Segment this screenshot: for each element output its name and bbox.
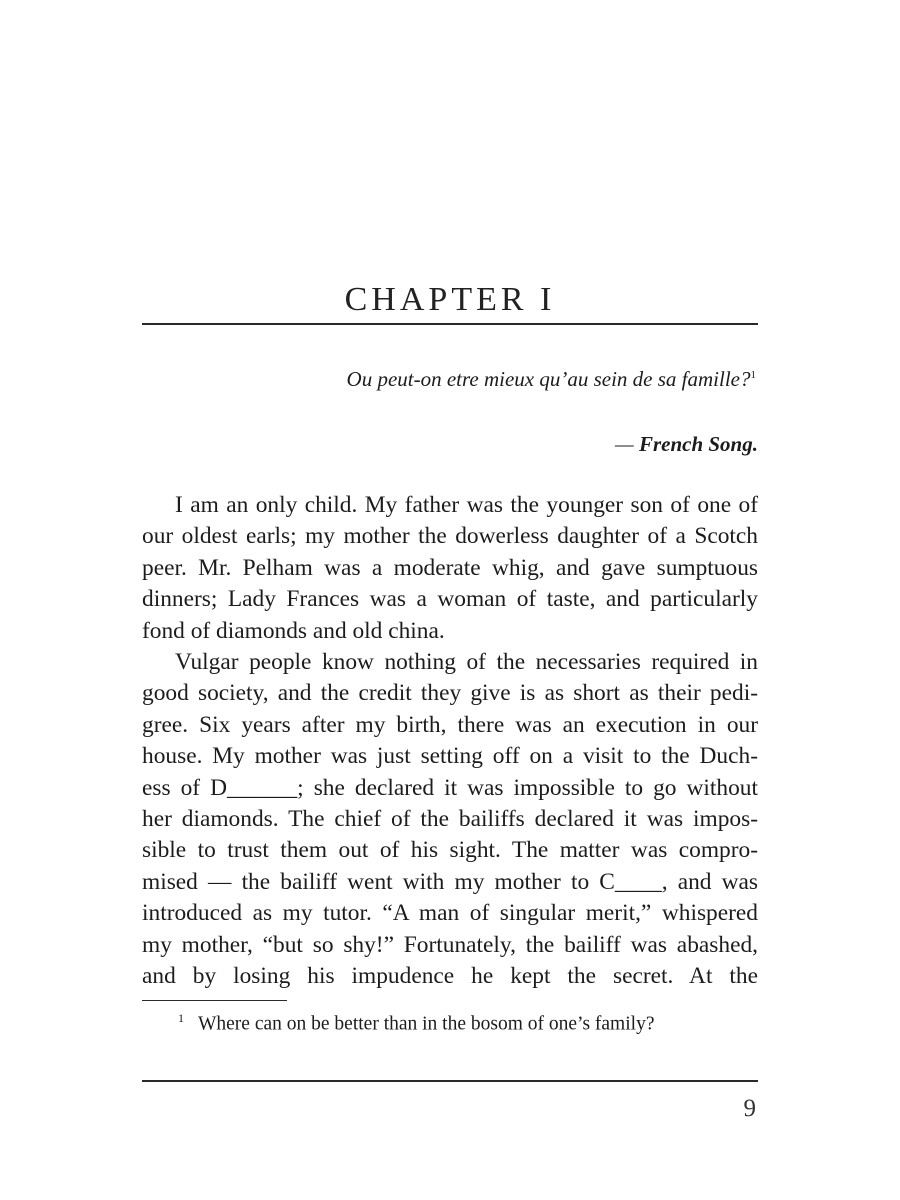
text-line: dinners; Lady Frances was a woman of taste, and particularly [142,586,758,613]
attribution-dash: — [615,432,634,456]
footnote-rule [142,1000,287,1001]
text-line: house. My mother was just setting off on a visit to the Duch- [142,743,758,770]
epigraph-text: Ou peut-on etre mieux qu’au sein de sa famille? [346,367,751,391]
text-line: her diamonds. The chief of the bailiffs declared it was impos- [142,806,758,833]
paragraph-2 [142,647,758,992]
text-line: my mother, “but so shy!” Fortunately, the bailiff was abashed, [142,931,758,958]
text-line: mised — the bailiff went with my mother to C____, and was [142,868,758,895]
text-line: good society, and the credit they give is as short as their pedi- [142,680,758,707]
text-line: fond of diamonds and old china. [142,617,445,644]
text-line: and by losing his impudence he kept the secret. At the [142,963,758,990]
paragraph-1 [142,490,758,647]
text-line: our oldest earls; my mother the dowerless daughter of a Scotch [142,523,758,550]
epigraph-note-marker: 1 [750,369,756,381]
text-line: Vulgar people know nothing of the necessaries required in [175,649,758,676]
footnote-text: Where can on be better than in the bosom of one’s family? [198,1013,655,1035]
footnote [178,1011,654,1036]
footnote-marker: 1 [178,1011,184,1025]
text-line: I am an only child. My father was the younger son of one of [175,492,758,518]
epigraph [347,367,756,392]
top-rule [142,323,758,325]
page-number: 9 [743,1095,756,1122]
body-text [142,490,758,993]
epigraph-attribution [615,432,758,457]
text-line: introduced as my tutor. “A man of singular merit,” whispered [142,900,758,927]
text-line: sible to trust them out of his sight. The matter was compro- [142,837,758,864]
text-line: gree. Six years after my birth, there was an execution in our [142,711,758,738]
text-line: peer. Mr. Pelham was a moderate whig, and gave sumptuous [142,554,758,581]
chapter-title: CHAPTER I [344,280,556,318]
text-line: ess of D______; she declared it was impossible to go without [142,774,758,801]
attribution-source: French Song. [638,432,758,456]
bottom-rule [142,1080,758,1082]
